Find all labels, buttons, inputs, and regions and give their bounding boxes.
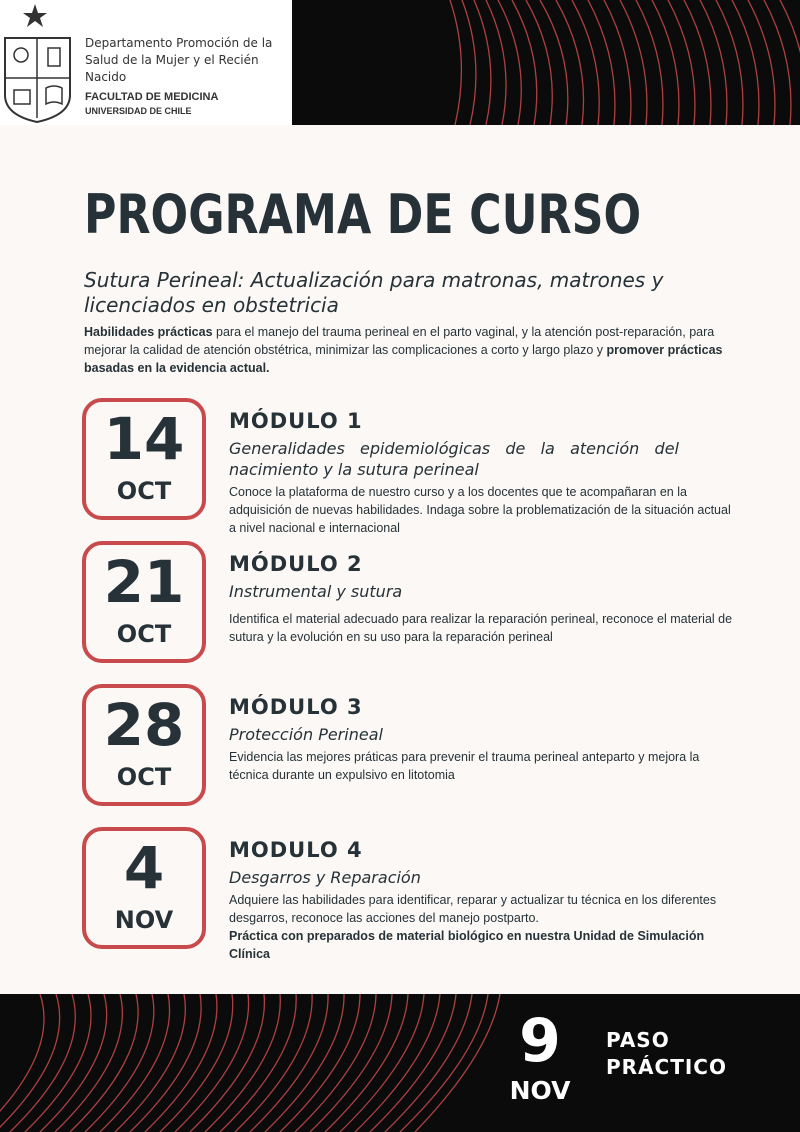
practical-step-label-line-1: PASO	[606, 1028, 670, 1052]
date-day: 14	[103, 405, 185, 473]
intro-bold-2: promover prácticas basadas en la evidencia actual.	[84, 343, 723, 375]
module-title: MODULO 4	[229, 838, 363, 862]
date-box-module-2	[82, 541, 206, 663]
module-subtitle: Instrumental y sutura	[229, 582, 403, 601]
date-month: OCT	[116, 620, 172, 648]
module-subtitle: Desgarros y Reparación	[229, 868, 421, 887]
department-line-2: Salud de la Mujer y el Recién Nacido	[85, 53, 259, 84]
module-3	[229, 694, 739, 784]
module-description: Identifica el material adecuado para realizar la reparación perineal, reconoce el material de sutura y la evolución en su uso para la reparación perineal	[229, 612, 733, 644]
university-name: UNIVERSIDAD DE CHILE	[85, 106, 192, 116]
module-title: MÓDULO 2	[229, 552, 363, 576]
date-box-module-3	[82, 684, 206, 806]
top-decorative-band	[0, 0, 800, 125]
module-2	[229, 551, 739, 646]
practical-step-month: NOV	[509, 1076, 571, 1105]
course-intro	[84, 323, 734, 377]
module-1	[229, 408, 739, 537]
date-day: 28	[103, 691, 185, 759]
date-month: OCT	[116, 477, 172, 505]
page-title: PROGRAMA DE CURSO	[84, 183, 642, 246]
module-description: Conoce la plataforma de nuestro curso y a los docentes que te acompañaran en la adquisición de nuevas habilidades. Indaga sobre la problematización de la situación actual a nivel nacional e internacional	[229, 485, 731, 535]
module-title: MÓDULO 1	[229, 409, 363, 433]
intro-text: para el manejo del trauma perineal en el parto vaginal, y la atención post-reparación, para mejorar la calidad de atención obstétrica, minimizar las complicaciones a corto y largo plazo y	[84, 325, 715, 357]
practical-step-day: 9	[519, 1006, 561, 1076]
intro-bold-1: Habilidades prácticas	[84, 325, 213, 339]
date-month: OCT	[116, 763, 172, 791]
module-description: Evidencia las mejores práticas para prevenir el trauma perineal anteparto y mejora la técnica durante un expulsivo en litotomia	[229, 750, 700, 782]
date-day: 21	[103, 548, 185, 616]
module-practice-note: Práctica con preparados de material biológico en nuestra Unidad de Simulación Clínica	[229, 929, 705, 961]
university-seal-icon	[0, 0, 78, 125]
module-subtitle: Generalidades epidemiológicas de la atención del nacimiento y la sutura perineal	[229, 439, 679, 479]
module-description: Adquiere las habilidades para identificar, reparar y actualizar tu técnica en los diferentes desgarros, reconoce las acciones del manejo postparto.	[229, 893, 717, 925]
module-4	[229, 837, 739, 963]
department-name	[85, 35, 292, 86]
date-day: 4	[123, 834, 165, 902]
university-logo-box	[0, 0, 292, 125]
module-subtitle: Protección Perineal	[229, 725, 383, 744]
department-line-1: Departamento Promoción de la	[85, 36, 273, 50]
faculty-name: FACULTAD DE MEDICINA	[85, 91, 219, 103]
date-box-module-1	[82, 398, 206, 520]
course-subtitle: Sutura Perineal: Actualización para matronas, matrones y licenciados en obstetricia	[84, 268, 664, 317]
practical-step-label-line-2: PRÁCTICO	[606, 1055, 727, 1079]
date-box-module-4	[82, 827, 206, 949]
date-month: NOV	[114, 906, 174, 934]
practical-step-label	[606, 1027, 756, 1081]
module-title: MÓDULO 3	[229, 695, 363, 719]
